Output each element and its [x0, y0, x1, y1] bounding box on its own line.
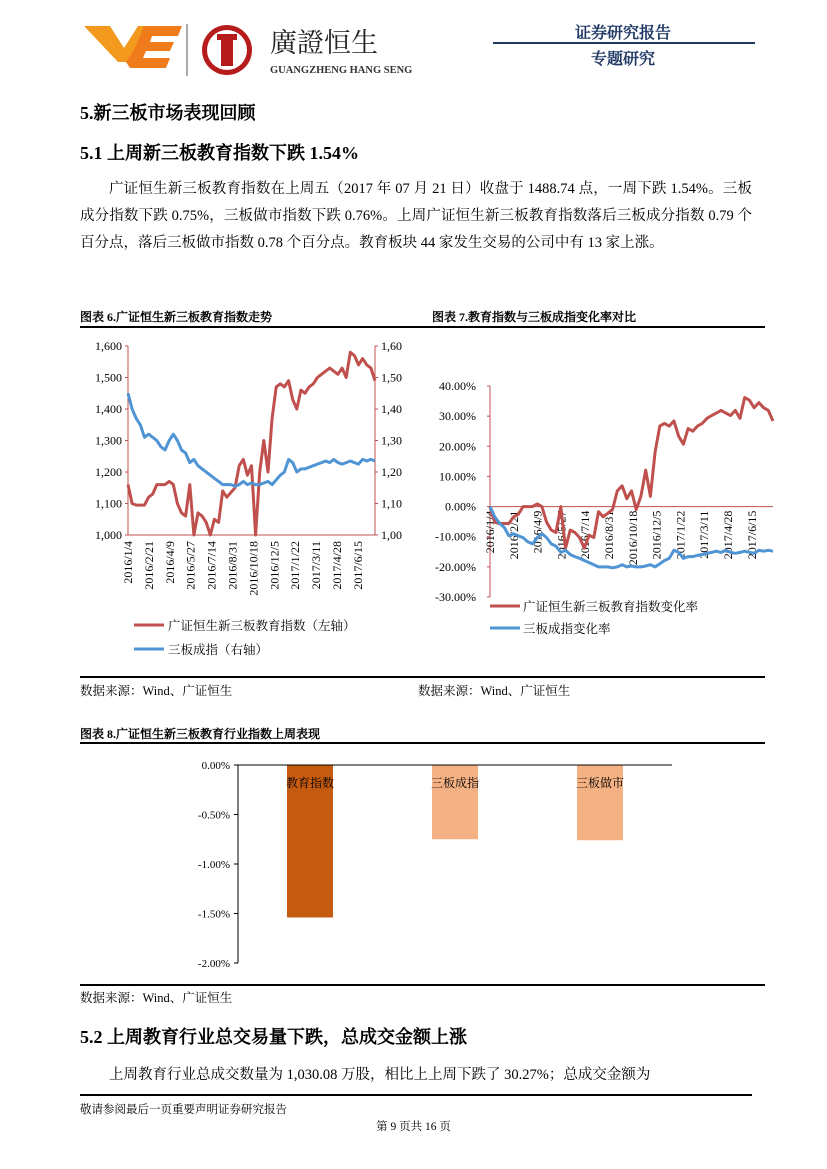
- x-tick-label: 2016/10/18: [625, 510, 640, 566]
- fig8-source: 数据来源：Wind、广证恒生: [80, 991, 233, 1005]
- x-tick-label: 2016/1/4: [483, 510, 497, 554]
- x-tick-label: 2016/1/4: [121, 541, 135, 584]
- y-tick-label: -0.50%: [197, 809, 230, 822]
- x-tick-label: 2017/6/15: [744, 510, 759, 560]
- fig-bottom-rule: [80, 676, 765, 678]
- company-logo: [80, 18, 420, 80]
- legend-label: 广证恒生新三板教育指数变化率: [523, 600, 699, 614]
- legend-label: 三板成指（右轴）: [168, 643, 269, 657]
- y-tick-label: 30.00%: [439, 409, 476, 424]
- x-tick-label: 2016/12/5: [267, 541, 282, 590]
- x-tick-label: 2016/4/9: [162, 541, 177, 584]
- report-type: 证券研究报告: [574, 23, 671, 42]
- page-number: 第 9 页共 16 页: [376, 1121, 451, 1133]
- x-tick-label: 2017/3/11: [697, 510, 712, 559]
- y-tick-label: -10.00%: [435, 529, 476, 544]
- x-tick-label: 2016/2/21: [506, 510, 521, 560]
- x-tick-label: 2017/3/11: [309, 541, 324, 590]
- logo-text-en: GUANGZHENG HANG SENG: [270, 65, 413, 76]
- x-tick-label: 2016/8/31: [225, 541, 240, 590]
- y-tick-label: 0.00%: [445, 499, 476, 514]
- y-tick-label: -1.50%: [197, 908, 230, 921]
- footer-disclaimer: 敬请参阅最后一页重要声明证券研究报告: [80, 1104, 287, 1116]
- fig8-top-rule: [80, 742, 765, 744]
- x-tick-label: 2017/6/15: [350, 541, 365, 590]
- fig6-title: 图表 6.广证恒生新三板教育指数走势: [80, 310, 273, 324]
- x-tick-label: 2016/4/9: [530, 510, 545, 554]
- y-tick-label: -2.00%: [197, 958, 230, 970]
- x-tick-label: 2017/4/28: [330, 541, 344, 590]
- x-tick-label: 2016/5/27: [183, 541, 198, 590]
- y-tick-label: 10.00%: [439, 469, 476, 484]
- x-tick-label: 2016/2/21: [141, 541, 156, 590]
- section-5-2-title: 5.2 上周教育行业总交易量下跌，总成交金额上涨: [80, 1027, 467, 1047]
- x-tick-label: 2017/4/28: [721, 510, 735, 560]
- section-5-title: 5.新三板市场表现回顾: [80, 103, 256, 123]
- bar-label: 教育指数: [285, 776, 335, 790]
- bar-label: 三板做市: [575, 776, 625, 790]
- y-left-tick-label: 1,000: [95, 528, 122, 542]
- edu-index-line: [128, 352, 375, 535]
- legend-label: 广证恒生新三板教育指数（左轴）: [168, 619, 356, 633]
- x-tick-label: 2016/5/27: [554, 510, 569, 560]
- fig6-chart: [70, 330, 420, 670]
- fig7-source: 数据来源：Wind、广证恒生: [418, 684, 571, 698]
- y-tick-label: 40.00%: [439, 379, 476, 393]
- y-tick-label: 0.00%: [201, 760, 230, 772]
- logo-text-cn: 廣證恒生: [270, 28, 378, 58]
- y-left-tick-label: 1,200: [95, 465, 122, 479]
- y-tick-label: -20.00%: [435, 559, 476, 574]
- x-tick-label: 2016/8/31: [602, 510, 616, 560]
- fig8-title: 图表 8.广证恒生新三板教育行业指数上周表现: [80, 727, 321, 741]
- y-tick-label: -1.00%: [197, 859, 230, 871]
- x-tick-label: 2016/7/14: [578, 510, 593, 560]
- y-right-tick-label: 1,60: [381, 339, 402, 353]
- y-left-tick-label: 1,500: [95, 370, 122, 385]
- x-tick-label: 2016/7/14: [204, 541, 219, 590]
- section-5-1-title: 5.1 上周新三板教育指数下跌 1.54%: [80, 143, 359, 163]
- report-subtype: 专题研究: [590, 49, 655, 68]
- x-tick-label: 2017/1/22: [673, 510, 688, 560]
- fig8-bottom-rule: [80, 984, 765, 986]
- y-right-tick-label: 1,00: [381, 528, 402, 542]
- y-left-tick-label: 1,100: [95, 496, 122, 511]
- x-tick-label: 2017/1/22: [288, 541, 303, 590]
- y-right-tick-label: 1,40: [381, 402, 402, 416]
- y-right-tick-label: 1,10: [381, 496, 402, 511]
- y-right-tick-label: 1,50: [381, 370, 402, 385]
- fig7-title: 图表 7.教育指数与三板成指变化率对比: [432, 310, 637, 324]
- x-tick-label: 2016/12/5: [649, 510, 664, 560]
- y-left-tick-label: 1,400: [95, 402, 122, 416]
- fig6-source: 数据来源：Wind、广证恒生: [80, 684, 233, 698]
- fig-top-rule: [80, 326, 765, 328]
- y-tick-label: -30.00%: [435, 590, 476, 604]
- fig8-chart: [170, 750, 690, 980]
- footer-rule: [80, 1094, 752, 1096]
- section-5-2-paragraph: 上周教育行业总成交数量为 1,030.08 万股，相比上上周下跌了 30.27%；总成交金额为: [109, 1067, 651, 1083]
- legend-label: 三板成指变化率: [523, 622, 611, 636]
- header-rule: [493, 42, 755, 44]
- y-tick-label: 20.00%: [439, 439, 476, 454]
- y-right-tick-label: 1,20: [381, 465, 402, 479]
- y-left-tick-label: 1,600: [95, 339, 122, 353]
- section-5-1-paragraph: 广证恒生新三板教育指数在上周五（2017 年 07 月 21 日）收盘于 1488.74 点，一周下跌 1.54%。三板成分指数下跌 0.75%，三板做市指数下跌 0.76%。上周广证恒生新三板教育指数落后三板成分指数 0.79 个百分点，落后三板做市指数 0.78 个百分点。教育板块 44 家发生交易的公司中有 13 家上涨。: [80, 181, 752, 251]
- bar-label: 三板成指: [430, 776, 480, 790]
- y-left-tick-label: 1,300: [95, 433, 122, 448]
- fig7-chart: [420, 330, 780, 640]
- y-right-tick-label: 1,30: [381, 433, 402, 448]
- x-tick-label: 2016/10/18: [246, 541, 261, 596]
